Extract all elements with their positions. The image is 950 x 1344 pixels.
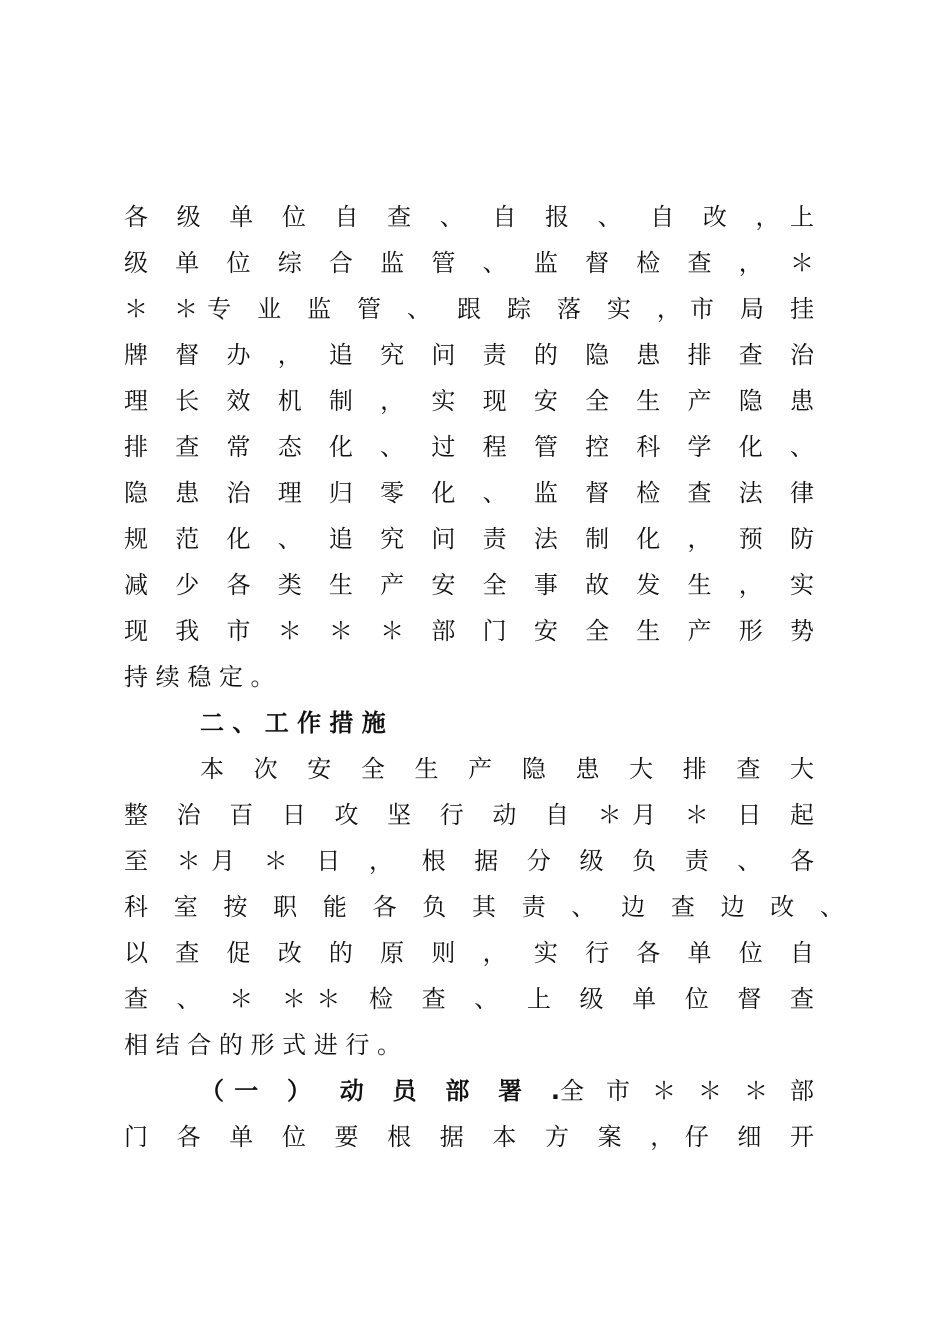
- text-line: 隐 患 治 理 归 零 化 、 监 督 检 查 法 律: [124, 479, 814, 507]
- text-line: 级 单 位 综 合 监 管 、 监 督 检 查 ， ＊: [124, 249, 814, 277]
- text-line: ＊ ＊专 业 监 管 、 跟 踪 落 实 ，市 局 挂: [124, 295, 814, 323]
- text-line: 科 室 按 职 能 各 负 其 责 、 边 查 边 改 、: [124, 893, 844, 921]
- text-line: 各 级 单 位 自 查 、 自 报 、 自 改 ，上: [124, 203, 814, 231]
- text-line: 减 少 各 类 生 产 安 全 事 故 发 生 ， 实: [124, 571, 814, 599]
- text-line: 整 治 百 日 攻 坚 行 动 自 ＊月 ＊ 日 起: [124, 801, 814, 829]
- text-line: 现 我 市 ＊ ＊ ＊ 部 门 安 全 生 产 形 势: [124, 617, 814, 645]
- text-line: 本 次 安 全 生 产 隐 患 大 排 查 大: [200, 755, 814, 783]
- text-line: 牌 督 办 ， 追 究 问 责 的 隐 患 排 查 治: [124, 341, 814, 369]
- text-line: 门 各 单 位 要 根 据 本 方 案 ，仔 细 开: [124, 1123, 814, 1151]
- subheading-bold: （一 ） 动 员 部 署 .: [200, 1077, 560, 1105]
- text-line: 持 续 稳 定 。: [124, 663, 275, 691]
- text-line: 理 长 效 机 制 ， 实 现 安 全 生 产 隐 患: [124, 387, 814, 415]
- text-line: 规 范 化 、 追 究 问 责 法 制 化 ， 预 防: [124, 525, 814, 553]
- subheading-rest: 全 市 ＊ ＊ ＊ 部: [560, 1077, 814, 1105]
- text-line: 排 查 常 态 化 、 过 程 管 控 科 学 化 、: [124, 433, 814, 461]
- subheading-line: [200, 1071, 814, 1111]
- text-line: 以 查 促 改 的 原 则 ， 实 行 各 单 位 自: [124, 939, 814, 967]
- text-line: 至 ＊月 ＊ 日 ， 根 据 分 级 负 责 、 各: [124, 847, 814, 875]
- section-heading: 二 、 工 作 措 施: [200, 709, 386, 737]
- text-line: 相 结 合 的 形 式 进 行 。: [124, 1031, 402, 1059]
- text-line: 查 、 ＊ ＊＊ 检 查 、 上 级 单 位 督 查: [124, 985, 814, 1013]
